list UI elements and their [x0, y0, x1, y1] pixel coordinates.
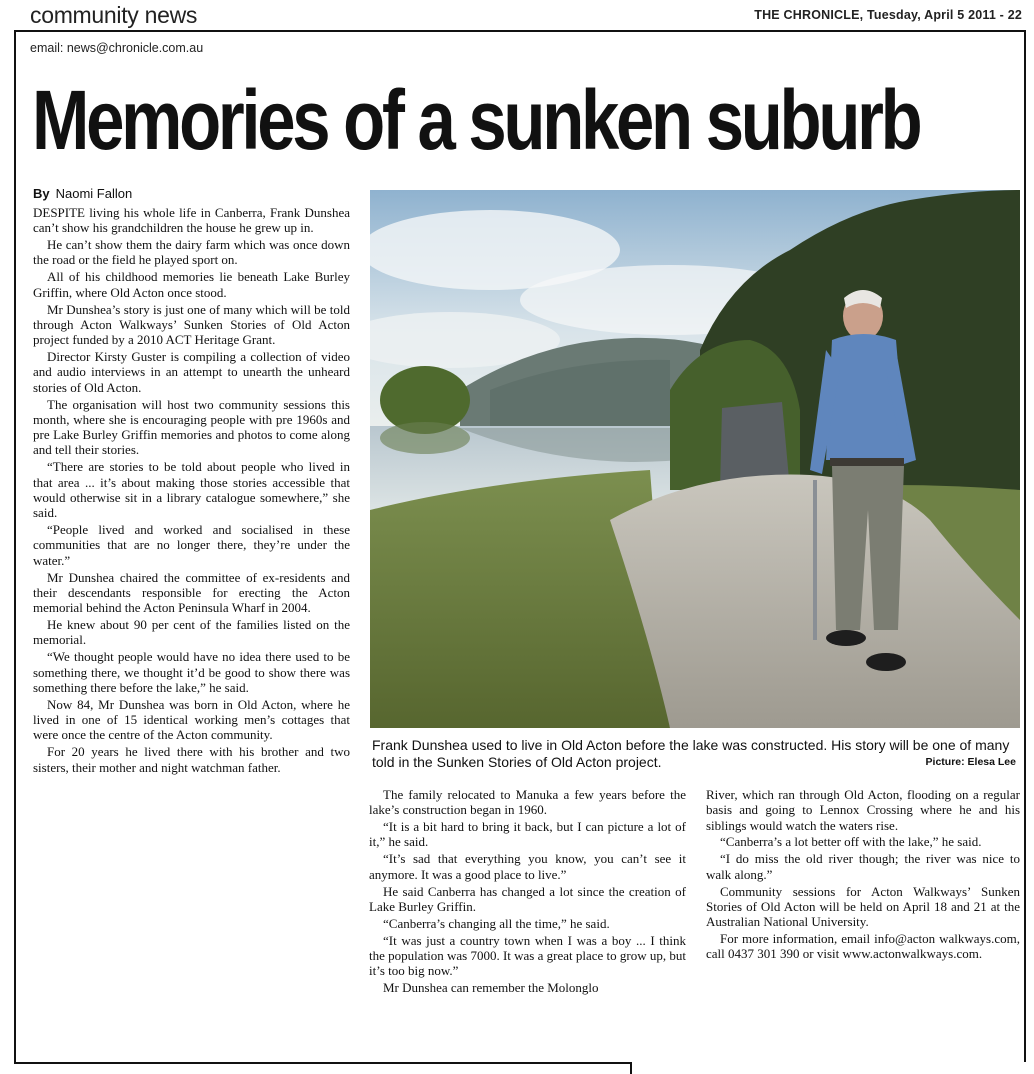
- paragraph: “People lived and worked and socialised in these communities that are no longer there, they’re under the water.”: [33, 522, 350, 568]
- bottom-rule-tick: [630, 1062, 632, 1074]
- photo-credit: Picture: Elesa Lee: [925, 756, 1016, 768]
- paragraph: For more information, email info@acton walkways.com, call 0437 301 390 or visit www.actonwalkways.com.: [706, 931, 1020, 962]
- paragraph: “Canberra’s a lot better off with the lake,” he said.: [720, 834, 982, 850]
- paragraph: DESPITE living his whole life in Canberra, Frank Dunshea can’t show his grandchildren the house he grew up in.: [33, 205, 350, 236]
- paragraph: For 20 years he lived there with his brother and two sisters, their mother and night watchman father.: [33, 744, 350, 775]
- section-label: community news: [30, 2, 198, 28]
- bottom-rule: [14, 1062, 630, 1064]
- article-column-1: [33, 205, 350, 776]
- paragraph: The organisation will host two community sessions this month, where she is encouraging people with pre 1960s and pre Lake Burley Griffin memories and photos to come along and tell their stories.: [33, 396, 350, 458]
- paragraph: “I do miss the old river though; the river was nice to walk along.”: [706, 851, 1020, 882]
- caption-text: Frank Dunshea used to live in Old Acton before the lake was constructed. His story will be one of many told in the Sunken Stories of Old Acton project.: [372, 737, 1010, 770]
- paragraph: “It was just a country town when I was a boy ... I think the population was 7000. It was a great place to grow up, but it’s too big now.”: [369, 932, 686, 979]
- byline: [33, 186, 132, 201]
- left-rule: [14, 30, 16, 1062]
- paragraph: Director Kirsty Guster is compiling a collection of video and audio interviews in an attempt to unearth the unheard stories of Old Acton.: [33, 349, 350, 395]
- paragraph: Mr Dunshea chaired the committee of ex-residents and their descendants responsible for erecting the Acton memorial behind the Acton Peninsula Wharf in 2004.: [33, 569, 350, 616]
- paragraph: All of his childhood memories lie beneath Lake Burley Griffin, where Old Acton once stood.: [33, 269, 350, 300]
- byline-author: Naomi Fallon: [55, 186, 133, 201]
- headline: Memories of a sunken suburb: [32, 73, 920, 167]
- paragraph: Mr Dunshea can remember the Molonglo: [383, 980, 599, 996]
- grass-bank: [370, 470, 670, 728]
- paragraph: Now 84, Mr Dunshea was born in Old Acton, where he lived in one of 15 identical working men’s cottages that were once the centre of the Acton community.: [33, 696, 350, 743]
- byline-prefix: By: [33, 186, 50, 201]
- contact-email: email: news@chronicle.com.au: [30, 41, 204, 55]
- article-column-3: [706, 787, 1020, 963]
- masthead: THE CHRONICLE, Tuesday, April 5 2011 - 22: [754, 8, 1022, 22]
- right-rule: [1024, 30, 1026, 1062]
- article-photo: [370, 190, 1020, 728]
- paragraph: He knew about 90 per cent of the families listed on the memorial.: [33, 617, 350, 648]
- paragraph: “There are stories to be told about people who lived in that area ... it’s about making those stories accessible that would otherwise sit in a library catalogue somewhere,” she said.: [33, 459, 350, 521]
- paragraph: The family relocated to Manuka a few years before the lake’s construction began in 1960.: [369, 787, 686, 818]
- trees-left-reflection: [380, 422, 470, 454]
- paragraph: He can’t show them the dairy farm which was once down the road or the field he played sport on.: [33, 237, 350, 268]
- article-column-2: [369, 787, 686, 997]
- top-rule: [14, 30, 1026, 32]
- paragraph: Community sessions for Acton Walkways’ Sunken Stories of Old Acton will be held on April 18 and 21 at the Australian National University.: [706, 883, 1020, 930]
- paragraph: “It is a bit hard to bring it back, but I can picture a lot of it,” he said.: [369, 819, 686, 850]
- paragraph: He said Canberra has changed a lot since the creation of Lake Burley Griffin.: [369, 883, 686, 914]
- paragraph: Mr Dunshea’s story is just one of many which will be told through Acton Walkways’ Sunken Stories of Old Acton project funded by a 2010 ACT Heritage Grant.: [33, 301, 350, 348]
- paragraph: “We thought people would have no idea there used to be something there, we thought it’d be good to show there was something there before the lake,” he said.: [33, 649, 350, 695]
- paragraph: River, which ran through Old Acton, flooding on a regular basis and going to Lennox Crossing where he and his siblings would watch the waters rise.: [706, 787, 1020, 833]
- paragraph: “It’s sad that everything you know, you can’t see it anymore. It was a good place to live.”: [369, 851, 686, 882]
- photo-caption: [372, 737, 1022, 771]
- paragraph: “Canberra’s changing all the time,” he said.: [383, 915, 610, 931]
